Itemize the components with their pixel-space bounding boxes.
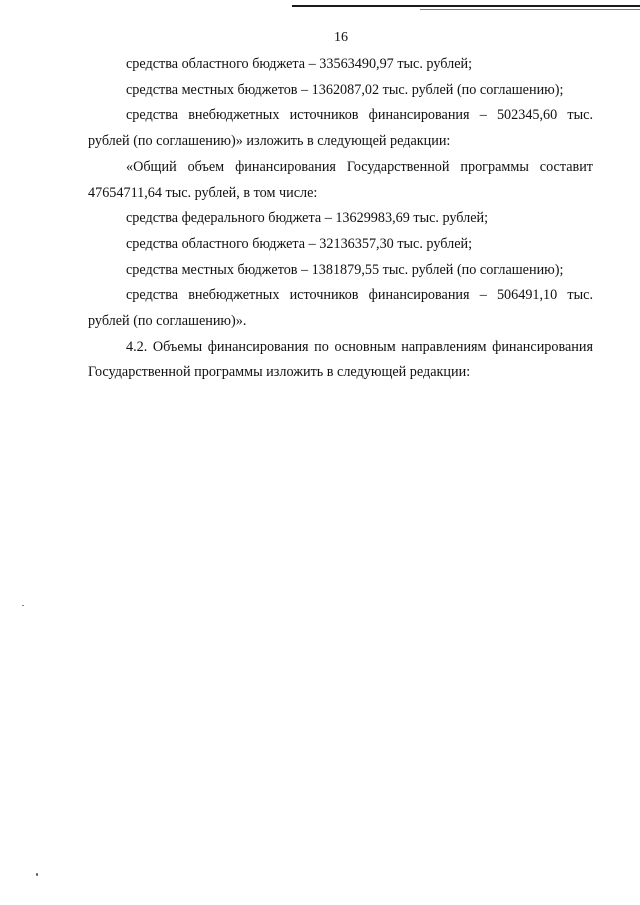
paragraph-local-budgets: средства местных бюджетов – 1362087,02 тыс. рублей (по соглашению);: [126, 81, 564, 98]
page-number: 16: [334, 30, 348, 45]
scan-speck: [22, 605, 24, 606]
paragraph-total-funding: «Общий объем финансирования Государственной программы составит 47654711,64 тыс. рублей, в том числе:: [88, 158, 593, 201]
paragraph-extrabudgetary-sources-new: средства внебюджетных источников финансирования – 506491,10 тыс. рублей (по соглашению)».: [88, 287, 593, 330]
paragraph-federal-budget: средства федерального бюджета – 13629983,69 тыс. рублей;: [126, 210, 489, 227]
scan-speck: [36, 873, 38, 876]
paragraph-extrabudgetary-sources: средства внебюджетных источников финансирования – 502345,60 тыс. рублей (по соглашению)» изложить в следующей редакции:: [88, 107, 593, 150]
document-body: [88, 52, 593, 386]
header-rule-thin: [420, 9, 640, 10]
paragraph-section-4-2: 4.2. Объемы финансирования по основным направлениям финансирования Государственной программы изложить в следующей редакции:: [88, 338, 593, 381]
header-rule: [292, 5, 640, 7]
paragraph-regional-budget-new: средства областного бюджета – 32136357,30 тыс. рублей;: [126, 235, 473, 252]
paragraph-regional-budget: средства областного бюджета – 33563490,97 тыс. рублей;: [126, 56, 473, 72]
paragraph-local-budgets-new: средства местных бюджетов – 1381879,55 тыс. рублей (по соглашению);: [126, 261, 564, 278]
